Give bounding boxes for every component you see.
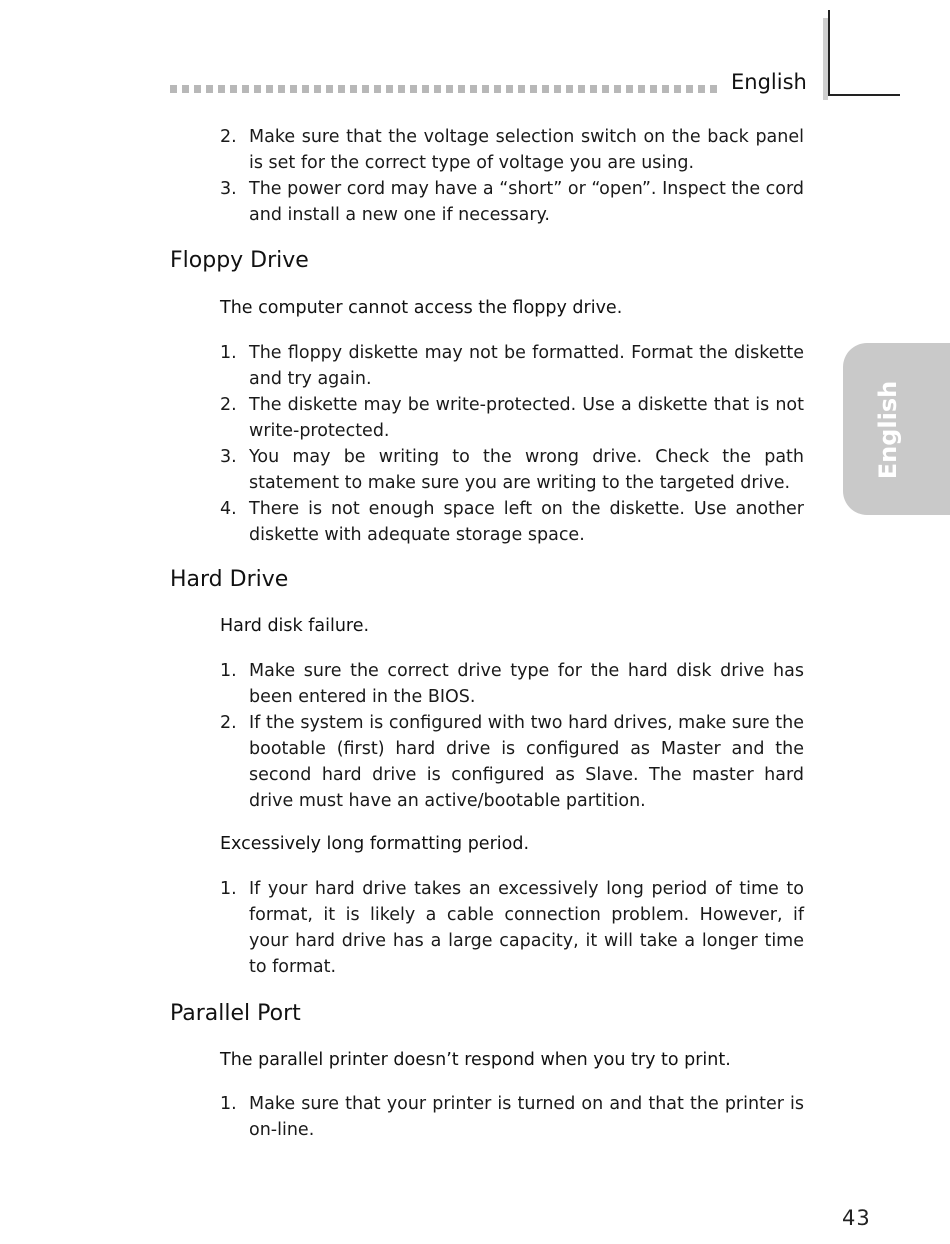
list-item: [220, 340, 804, 392]
problem-floppy: The computer cannot access the floppy drive.: [220, 298, 623, 318]
problem-parallel-printer: The parallel printer doesn’t respond when you try to print.: [220, 1050, 731, 1070]
item-number: 3.: [220, 447, 237, 467]
list-item: [220, 1091, 804, 1143]
item-number: 1.: [220, 879, 237, 899]
item-number: 2.: [220, 395, 237, 415]
page-number: 43: [842, 1206, 871, 1230]
item-text: You may be writing to the wrong drive. Check the path statement to make sure you are writing to the targeted drive.: [249, 447, 804, 493]
hard-drive-list-1: [220, 658, 804, 814]
list-item: [220, 658, 804, 710]
list-item: [220, 710, 804, 814]
floppy-list: [220, 340, 804, 548]
header-dotted-rule: [170, 85, 718, 93]
list-item: [220, 392, 804, 444]
problem-hard-disk-failure: Hard disk failure.: [220, 616, 370, 636]
item-text: If your hard drive takes an excessively long period of time to format, it is likely a cable connection problem. However, if your hard drive has a large capacity, it will take a longer time to format.: [249, 879, 804, 977]
item-text: The floppy diskette may not be formatted. Format the diskette and try again.: [249, 343, 804, 389]
item-text: The diskette may be write-protected. Use a diskette that is not write-protected.: [249, 395, 804, 441]
corner-mark-horizontal: [828, 94, 900, 96]
section-heading-floppy: Floppy Drive: [170, 248, 309, 273]
section-heading-hard-drive: Hard Drive: [170, 567, 289, 592]
item-text: Make sure that the voltage selection switch on the back panel is set for the correct type of voltage you are using.: [249, 127, 804, 173]
side-tab-label: English: [874, 380, 902, 480]
list-item: [220, 176, 804, 228]
item-text: There is not enough space left on the diskette. Use another diskette with adequate storage space.: [249, 499, 804, 545]
list-item: [220, 496, 804, 548]
intro-list: [220, 124, 804, 228]
item-text: If the system is configured with two hard drives, make sure the bootable (first) hard drive is configured as Master and the second hard drive is configured as Slave. The master hard drive must have an active/bootable partition.: [249, 713, 804, 811]
item-number: 1.: [220, 343, 237, 363]
item-number: 2.: [220, 127, 237, 147]
item-text: The power cord may have a “short” or “open”. Inspect the cord and install a new one if necessary.: [249, 179, 804, 225]
section-heading-parallel-port: Parallel Port: [170, 1001, 301, 1026]
corner-mark-vertical: [828, 10, 830, 96]
item-number: 1.: [220, 661, 237, 681]
item-text: Make sure the correct drive type for the hard disk drive has been entered in the BIOS.: [249, 661, 804, 707]
item-number: 3.: [220, 179, 237, 199]
problem-long-formatting: Excessively long formatting period.: [220, 834, 530, 854]
list-item: [220, 876, 804, 980]
header-language-label: English: [731, 70, 807, 94]
parallel-list: [220, 1091, 804, 1143]
item-number: 4.: [220, 499, 237, 519]
item-number: 1.: [220, 1094, 237, 1114]
list-item: [220, 444, 804, 496]
item-text: Make sure that your printer is turned on and that the printer is on-line.: [249, 1094, 804, 1140]
item-number: 2.: [220, 713, 237, 733]
list-item: [220, 124, 804, 176]
hard-drive-list-2: [220, 876, 804, 980]
